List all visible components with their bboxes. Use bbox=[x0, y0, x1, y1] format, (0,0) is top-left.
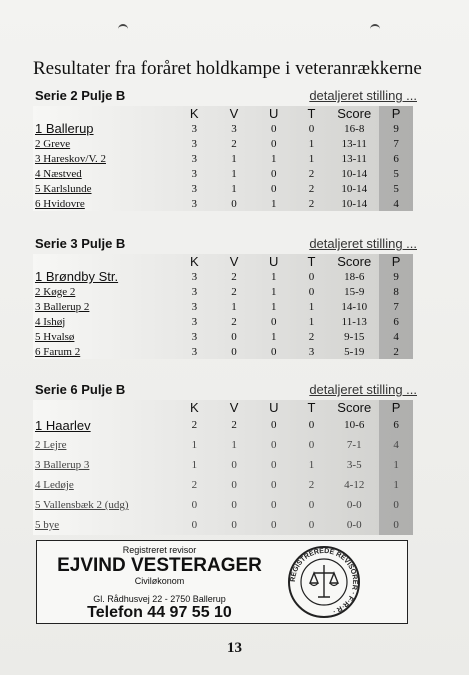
cell-p: 4 bbox=[379, 435, 413, 455]
section-title: Serie 6 Pulje B bbox=[35, 382, 126, 397]
cell-t: 1 bbox=[308, 300, 315, 313]
cell-p: 9 bbox=[379, 269, 413, 284]
cell-u: 0 bbox=[271, 439, 277, 451]
advertisement-box bbox=[36, 540, 408, 624]
col-header-k: K bbox=[190, 400, 199, 415]
standings-table bbox=[33, 254, 413, 359]
cell-k: 3 bbox=[191, 137, 197, 150]
col-header-v: V bbox=[229, 254, 239, 269]
cell-k: 0 bbox=[191, 499, 198, 511]
cell-score: 9-15 bbox=[344, 330, 365, 343]
col-header-score: Score bbox=[337, 400, 372, 415]
cell-p: 1 bbox=[379, 455, 413, 475]
cell-score: 16-8 bbox=[344, 122, 365, 135]
cell-t: 0 bbox=[308, 270, 315, 283]
cell-score: 10-14 bbox=[341, 182, 368, 195]
cell-v: 0 bbox=[231, 345, 237, 358]
team-link[interactable]: 2 Lejre bbox=[35, 439, 67, 451]
cell-score: 10-6 bbox=[344, 419, 365, 431]
table-row bbox=[33, 181, 413, 196]
cell-t: 0 bbox=[308, 439, 315, 451]
cell-score: 4-12 bbox=[344, 479, 365, 491]
cell-v: 2 bbox=[231, 137, 237, 150]
cell-t: 2 bbox=[308, 167, 315, 180]
detail-link[interactable]: detaljeret stilling ... bbox=[309, 382, 417, 397]
cell-v: 1 bbox=[231, 182, 237, 195]
table-header bbox=[33, 106, 413, 121]
cell-v: 1 bbox=[231, 439, 237, 451]
standings-table bbox=[33, 106, 413, 211]
cell-v: 0 bbox=[231, 330, 237, 343]
table-row bbox=[33, 269, 413, 284]
section-title: Serie 2 Pulje B bbox=[35, 88, 126, 103]
cell-t: 1 bbox=[308, 459, 315, 471]
cell-t: 2 bbox=[308, 182, 315, 195]
cell-t: 1 bbox=[308, 152, 315, 165]
cell-u: 0 bbox=[270, 137, 277, 150]
col-header-u: U bbox=[269, 400, 279, 415]
cell-t: 0 bbox=[308, 285, 315, 298]
cell-k: 1 bbox=[191, 439, 198, 451]
page-number: 13 bbox=[227, 640, 242, 656]
cell-score: 0-0 bbox=[346, 519, 362, 531]
cell-k: 3 bbox=[191, 167, 197, 180]
table-row bbox=[33, 495, 413, 515]
team-link[interactable]: 5 Karlslunde bbox=[35, 182, 92, 195]
cell-v: 0 bbox=[231, 519, 237, 531]
cell-score: 10-14 bbox=[341, 167, 368, 180]
page-title: Resultater fra foråret holdkampe i veteranrækkerne bbox=[33, 58, 422, 79]
cell-score: 14-10 bbox=[341, 300, 368, 313]
cell-k: 1 bbox=[191, 459, 198, 471]
col-header-u: U bbox=[269, 106, 279, 121]
cell-u: 0 bbox=[271, 459, 277, 471]
team-link[interactable]: 3 Ballerup 2 bbox=[35, 300, 90, 313]
table-row bbox=[33, 435, 413, 455]
cell-k: 2 bbox=[191, 479, 198, 491]
cell-k: 3 bbox=[191, 122, 197, 135]
table-row bbox=[33, 136, 413, 151]
cell-v: 2 bbox=[231, 315, 237, 328]
cell-p: 7 bbox=[379, 136, 413, 151]
cell-v: 1 bbox=[231, 152, 237, 165]
table-row bbox=[33, 299, 413, 314]
cell-score: 5-19 bbox=[344, 345, 365, 358]
cell-k: 3 bbox=[191, 270, 198, 283]
cell-t: 0 bbox=[308, 499, 315, 511]
cell-k: 3 bbox=[191, 182, 197, 195]
cell-t: 1 bbox=[308, 137, 315, 150]
cell-k: 3 bbox=[191, 315, 198, 328]
section-serie-3 bbox=[33, 236, 423, 359]
cell-p: 5 bbox=[379, 181, 413, 196]
team-link[interactable]: 4 Ishøj bbox=[35, 315, 66, 328]
team-link[interactable]: 3 Hareskov/V. 2 bbox=[35, 152, 106, 165]
cell-u: 1 bbox=[270, 270, 277, 283]
table-header bbox=[33, 400, 413, 415]
col-header-score: Score bbox=[337, 106, 372, 121]
cell-u: 1 bbox=[270, 300, 277, 313]
cell-p: 9 bbox=[379, 121, 413, 136]
table-row bbox=[33, 475, 413, 495]
cell-v: 3 bbox=[231, 122, 237, 135]
col-header-p: P bbox=[379, 254, 413, 269]
cell-score: 18-6 bbox=[344, 270, 365, 283]
ad-address: Gl. Rådhusvej 22 - 2750 Ballerup bbox=[93, 594, 226, 604]
cell-p: 4 bbox=[379, 196, 413, 211]
cell-p: 7 bbox=[379, 299, 413, 314]
detail-link[interactable]: detaljeret stilling ... bbox=[309, 236, 417, 251]
cell-u: 0 bbox=[270, 315, 277, 328]
ad-profession: Civiløkonom bbox=[134, 576, 185, 586]
section-serie-6 bbox=[33, 382, 423, 535]
team-link[interactable]: 2 Greve bbox=[35, 137, 71, 150]
cell-v: 0 bbox=[231, 479, 237, 491]
cell-p: 2 bbox=[379, 344, 413, 359]
cell-p: 1 bbox=[379, 475, 413, 495]
auditor-seal-icon bbox=[287, 545, 361, 619]
cell-t: 2 bbox=[308, 330, 315, 343]
table-row bbox=[33, 314, 413, 329]
team-link[interactable]: 4 Ledøje bbox=[35, 479, 74, 491]
team-link[interactable]: 5 Vallensbæk 2 (udg) bbox=[35, 499, 129, 511]
team-link[interactable]: 6 Hvidovre bbox=[35, 197, 85, 210]
detail-link[interactable]: detaljeret stilling ... bbox=[309, 88, 417, 103]
cell-u: 0 bbox=[270, 122, 277, 135]
table-row bbox=[33, 415, 413, 435]
table-header bbox=[33, 254, 413, 269]
cell-p: 6 bbox=[379, 151, 413, 166]
cell-t: 3 bbox=[308, 345, 315, 358]
cell-u: 0 bbox=[270, 167, 277, 180]
seal-text: REGISTREREDE REVISORER · F·R·R · bbox=[289, 547, 359, 615]
col-header-t: T bbox=[307, 106, 316, 121]
punch-hole-left bbox=[118, 24, 128, 34]
table-row bbox=[33, 121, 413, 136]
team-link[interactable]: 1 Haarlev bbox=[35, 417, 91, 433]
ad-subtitle: Registreret revisor bbox=[122, 545, 197, 555]
cell-u: 0 bbox=[271, 519, 277, 531]
cell-u: 1 bbox=[270, 152, 277, 165]
table-row bbox=[33, 455, 413, 475]
col-header-v: V bbox=[229, 400, 239, 415]
cell-t: 2 bbox=[308, 197, 315, 210]
cell-score: 0-0 bbox=[346, 499, 362, 511]
col-header-p: P bbox=[379, 400, 413, 415]
cell-t: 0 bbox=[308, 519, 315, 531]
table-row bbox=[33, 151, 413, 166]
col-header-v: V bbox=[229, 106, 239, 121]
cell-u: 1 bbox=[270, 285, 277, 298]
cell-score: 7-1 bbox=[346, 439, 362, 451]
table-row bbox=[33, 284, 413, 299]
cell-score: 10-14 bbox=[341, 197, 368, 210]
cell-u: 0 bbox=[270, 182, 277, 195]
cell-p: 0 bbox=[379, 495, 413, 515]
standings-table bbox=[33, 400, 413, 535]
section-serie-2 bbox=[33, 88, 423, 211]
table-row bbox=[33, 196, 413, 211]
ad-phone: Telefon 44 97 55 10 bbox=[87, 604, 232, 621]
cell-v: 0 bbox=[231, 459, 237, 471]
team-link[interactable]: 4 Næstved bbox=[35, 167, 82, 180]
cell-score: 11-13 bbox=[341, 315, 367, 328]
cell-u: 0 bbox=[271, 479, 277, 491]
cell-score: 13-11 bbox=[341, 152, 367, 165]
team-link[interactable]: 5 bye bbox=[35, 519, 60, 531]
cell-p: 5 bbox=[379, 166, 413, 181]
punch-hole-right bbox=[370, 24, 380, 34]
col-header-t: T bbox=[307, 254, 316, 269]
cell-v: 2 bbox=[231, 419, 237, 431]
cell-u: 0 bbox=[271, 419, 277, 431]
cell-p: 4 bbox=[379, 329, 413, 344]
cell-u: 0 bbox=[270, 345, 277, 358]
cell-p: 6 bbox=[379, 415, 413, 435]
col-header-t: T bbox=[307, 400, 316, 415]
cell-v: 1 bbox=[231, 167, 237, 180]
cell-v: 0 bbox=[231, 197, 237, 210]
cell-p: 8 bbox=[379, 284, 413, 299]
col-header-p: P bbox=[379, 106, 413, 121]
cell-t: 1 bbox=[308, 315, 315, 328]
cell-k: 2 bbox=[191, 419, 198, 431]
col-header-score: Score bbox=[337, 254, 372, 269]
cell-k: 3 bbox=[191, 152, 197, 165]
table-row bbox=[33, 344, 413, 359]
cell-u: 0 bbox=[271, 499, 277, 511]
col-header-k: K bbox=[189, 106, 199, 121]
col-header-u: U bbox=[269, 254, 279, 269]
cell-p: 0 bbox=[379, 515, 413, 535]
team-link[interactable]: 6 Farum 2 bbox=[35, 345, 81, 358]
cell-k: 3 bbox=[191, 330, 198, 343]
cell-u: 1 bbox=[270, 330, 277, 343]
team-link[interactable]: 1 Brøndby Str. bbox=[35, 269, 119, 284]
team-link[interactable]: 1 Ballerup bbox=[35, 121, 94, 136]
cell-t: 0 bbox=[308, 122, 315, 135]
cell-k: 3 bbox=[191, 197, 197, 210]
cell-u: 1 bbox=[270, 197, 277, 210]
ad-name: EJVIND VESTERAGER bbox=[57, 555, 262, 576]
cell-v: 2 bbox=[231, 285, 237, 298]
table-row bbox=[33, 329, 413, 344]
table-row bbox=[33, 515, 413, 535]
cell-t: 2 bbox=[308, 479, 315, 491]
cell-k: 3 bbox=[191, 300, 198, 313]
cell-v: 2 bbox=[231, 270, 237, 283]
cell-k: 3 bbox=[191, 285, 198, 298]
cell-p: 6 bbox=[379, 314, 413, 329]
ad-text bbox=[37, 545, 282, 622]
cell-k: 0 bbox=[191, 519, 198, 531]
col-header-k: K bbox=[189, 254, 199, 269]
cell-v: 1 bbox=[231, 300, 237, 313]
cell-score: 3-5 bbox=[346, 459, 362, 471]
cell-score: 13-11 bbox=[341, 137, 367, 150]
section-title: Serie 3 Pulje B bbox=[35, 236, 126, 251]
cell-score: 15-9 bbox=[344, 285, 365, 298]
table-row bbox=[33, 166, 413, 181]
cell-k: 3 bbox=[191, 345, 198, 358]
cell-v: 0 bbox=[231, 499, 237, 511]
team-link[interactable]: 3 Ballerup 3 bbox=[35, 459, 90, 471]
cell-t: 0 bbox=[308, 419, 315, 431]
team-link[interactable]: 2 Køge 2 bbox=[35, 285, 76, 298]
team-link[interactable]: 5 Hvalsø bbox=[35, 330, 75, 343]
